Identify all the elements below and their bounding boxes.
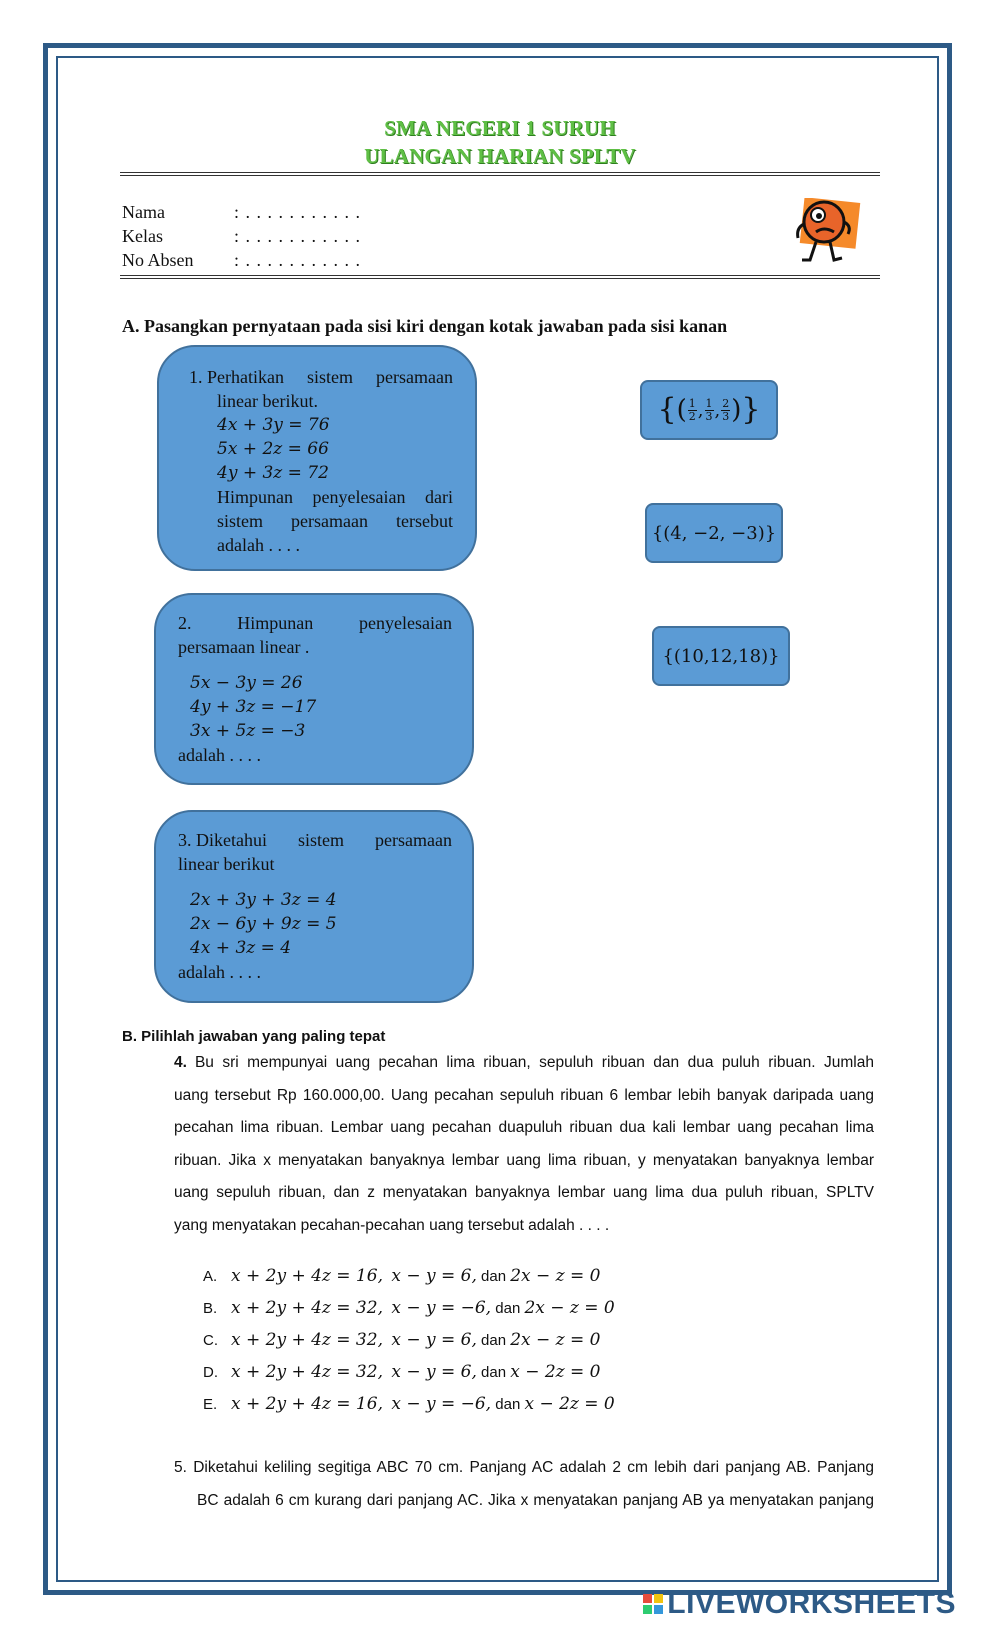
fraction-denominator: 3	[722, 409, 730, 423]
q2-text: Himpunan	[237, 613, 314, 633]
question-3-box[interactable]	[154, 810, 474, 1003]
fraction-numerator: 1	[705, 396, 713, 410]
q4-line: ribuan. Jika x menyatakan banyaknya lembar uang lima ribuan, y menyatakan banyaknya lembar	[174, 1151, 874, 1169]
identity-divider	[120, 275, 880, 279]
answer-box-2[interactable]: {(4, −2, −3)}	[645, 503, 783, 563]
no-absen-field[interactable]: : . . . . . . . . . . .	[234, 250, 362, 270]
fraction-numerator: 2	[722, 396, 730, 410]
q2-text: persamaan linear .	[178, 637, 310, 657]
question-4-text	[174, 1047, 874, 1242]
option-eq: x + 2y + 4z = 16,	[231, 1266, 383, 1286]
question-2-box[interactable]	[154, 593, 474, 785]
option-letter: D.	[203, 1364, 218, 1381]
question-5-line-1: 5. Diketahui keliling segitiga ABC 70 cm. Panjang AC adalah 2 cm lebih dari panjang AB. Panjang	[174, 1459, 874, 1476]
q1-text: sistem	[217, 511, 264, 531]
q1-text: persamaan	[291, 511, 368, 531]
nama-label: Nama	[122, 202, 165, 222]
fraction-numerator: 1	[688, 396, 696, 410]
option-e[interactable]	[203, 1394, 615, 1414]
q1-text: dari	[425, 487, 453, 507]
option-dan: dan	[495, 1300, 521, 1317]
q1-text: linear berikut.	[217, 391, 318, 411]
q1-text: tersebut	[396, 511, 453, 531]
section-a-title: A. Pasangkan pernyataan pada sisi kiri dengan kotak jawaban pada sisi kanan	[122, 316, 728, 336]
q3-text: persamaan	[375, 830, 452, 850]
q2-text: 2.	[178, 613, 192, 633]
q2-text: adalah . . . .	[178, 745, 261, 765]
q4-line: uang tersebut Rp 160.000,00. Uang pecahan sepuluh ribuan 6 lembar lebih banyak daripada uang	[174, 1086, 874, 1104]
kelas-label: Kelas	[122, 226, 163, 246]
option-eq: x + 2y + 4z = 16,	[231, 1394, 383, 1414]
q1-text: penyelesaian	[312, 487, 406, 507]
option-eq: x − 2z = 0	[510, 1362, 601, 1382]
q1-text: sistem	[307, 367, 354, 387]
option-dan: dan	[481, 1364, 507, 1381]
liveworksheets-logo	[643, 1587, 956, 1621]
section-b-title: B. Pilihlah jawaban yang paling tepat	[122, 1028, 386, 1045]
option-dan: dan	[495, 1396, 521, 1413]
worried-face-icon	[790, 198, 862, 270]
q1-text: adalah . . . .	[217, 535, 300, 555]
exam-title: ULANGAN HARIAN SPLTV	[364, 144, 636, 168]
option-eq: x − y = −6,	[391, 1298, 492, 1318]
option-b[interactable]	[203, 1298, 615, 1318]
q4-line: yang menyatakan pecahan-pecahan uang tersebut adalah . . . .	[174, 1216, 610, 1234]
q1-equation: 4x + 3y = 76	[217, 415, 330, 435]
q3-text: linear berikut	[178, 854, 275, 874]
option-c[interactable]	[203, 1330, 601, 1350]
fraction-denominator: 2	[688, 409, 696, 423]
option-eq: x − y = −6,	[391, 1394, 492, 1414]
option-eq: 2x − z = 0	[510, 1266, 601, 1286]
option-letter: A.	[203, 1268, 218, 1285]
option-eq: x + 2y + 4z = 32,	[231, 1298, 383, 1318]
option-dan: dan	[481, 1332, 507, 1349]
q1-equation: 5x + 2z = 66	[217, 439, 329, 459]
q3-text: adalah . . . .	[178, 962, 261, 982]
q3-equation: 2x + 3y + 3z = 4	[190, 890, 337, 910]
question-1-box[interactable]	[157, 345, 477, 571]
q4-number: 4.	[174, 1054, 187, 1071]
q2-equation: 4y + 3z = −17	[190, 697, 317, 717]
option-letter: B.	[203, 1300, 218, 1317]
fraction-denominator: 3	[705, 409, 713, 423]
option-eq: x − 2z = 0	[524, 1394, 615, 1414]
option-eq: x − y = 6,	[391, 1362, 477, 1382]
q4-line: Bu sri mempunyai uang pecahan lima ribuan, sepuluh ribuan dan dua puluh ribuan. Jumlah	[194, 1054, 874, 1071]
nama-field[interactable]: : . . . . . . . . . . .	[234, 202, 362, 222]
logo-grid-icon	[643, 1594, 663, 1614]
q4-line: uang sepuluh ribuan, dan z menyatakan banyaknya lembar uang lima dua puluh ribuan, SPLTV	[174, 1184, 874, 1201]
option-eq: x + 2y + 4z = 32,	[231, 1362, 383, 1382]
q3-text: 3. Diketahui	[178, 830, 267, 850]
q3-equation: 2x − 6y + 9z = 5	[190, 914, 337, 934]
q2-equation: 5x − 3y = 26	[190, 673, 303, 693]
option-eq: x − y = 6,	[391, 1266, 477, 1286]
option-eq: 2x − z = 0	[510, 1330, 601, 1350]
q3-equation: 4x + 3z = 4	[190, 938, 292, 958]
option-d[interactable]	[203, 1362, 601, 1382]
option-eq: 2x − z = 0	[524, 1298, 615, 1318]
kelas-field[interactable]: : . . . . . . . . . . .	[234, 226, 362, 246]
no-absen-label: No Absen	[122, 250, 194, 270]
question-5-line-2: BC adalah 6 cm kurang dari panjang AC. Jika x menyatakan panjang AB ya menyatakan panjang	[197, 1492, 874, 1509]
q1-text: persamaan	[376, 367, 453, 387]
option-letter: E.	[203, 1396, 218, 1413]
q1-equation: 4y + 3z = 72	[217, 463, 329, 483]
brand-text: LIVEWORKSHEETS	[667, 1587, 956, 1620]
answer-box-3[interactable]: {(10,12,18)}	[652, 626, 790, 686]
option-a[interactable]	[203, 1266, 601, 1286]
header-divider	[120, 172, 880, 176]
option-letter: C.	[203, 1332, 218, 1349]
answer-box-fractions[interactable]: { ( $\frac{1}{2}$ , $\frac{1}{3}$ , $\frac{2}{3}$ ) }	[640, 380, 778, 440]
q2-equation: 3x + 5z = −3	[190, 721, 306, 741]
q1-text: 1. Perhatikan	[189, 367, 284, 387]
q3-text: sistem	[298, 830, 345, 850]
q4-line: pecahan lima ribuan. Lembar uang pecahan duapuluh ribuan dua kali lembar uang pecahan lima	[174, 1119, 874, 1136]
school-title: SMA NEGERI 1 SURUH	[384, 116, 616, 140]
q2-text: penyelesaian	[359, 613, 452, 633]
option-eq: x − y = 6,	[391, 1330, 477, 1350]
q1-text: Himpunan	[217, 487, 293, 507]
option-dan: dan	[481, 1268, 507, 1285]
option-eq: x + 2y + 4z = 32,	[231, 1330, 383, 1350]
